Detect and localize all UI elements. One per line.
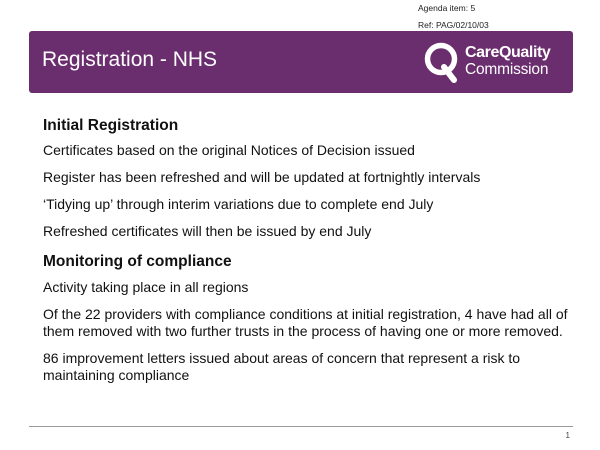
page-number: 1 bbox=[565, 431, 570, 440]
slide-title: Registration - NHS bbox=[42, 48, 218, 71]
bullet-providers-conditions: Of the 22 providers with compliance conditions at initial registration, 4 have had all of them removed with two further trusts in the process of having one or more removed. bbox=[43, 306, 568, 339]
section-heading-initial-registration: Initial Registration bbox=[43, 117, 179, 134]
cqc-q-logo-icon bbox=[423, 40, 463, 84]
logo-text-commission: Commission bbox=[465, 61, 549, 78]
reference-label: Ref: PAG/02/10/03 bbox=[418, 20, 489, 30]
bullet-certificates: Certificates based on the original Notices of Decision issued bbox=[43, 142, 415, 158]
logo-text-care-quality: CareQuality bbox=[465, 44, 551, 61]
bullet-refreshed-certificates: Refreshed certificates will then be issued by end July bbox=[43, 223, 372, 239]
title-banner bbox=[29, 31, 573, 93]
bullet-register-refreshed: Register has been refreshed and will be updated at fortnightly intervals bbox=[43, 169, 481, 185]
agenda-item-label: Agenda item: 5 bbox=[418, 3, 476, 13]
footer-divider bbox=[29, 426, 573, 427]
slide-body bbox=[43, 116, 573, 394]
bullet-improvement-letters: 86 improvement letters issued about areas of concern that represent a risk to maintaining compliance bbox=[43, 350, 521, 383]
bullet-tidying-up: ‘Tidying up’ through interim variations due to complete end July bbox=[43, 196, 434, 212]
cqc-logo bbox=[423, 40, 559, 84]
section-heading-monitoring: Monitoring of compliance bbox=[43, 253, 232, 270]
bullet-activity: Activity taking place in all regions bbox=[43, 279, 249, 295]
